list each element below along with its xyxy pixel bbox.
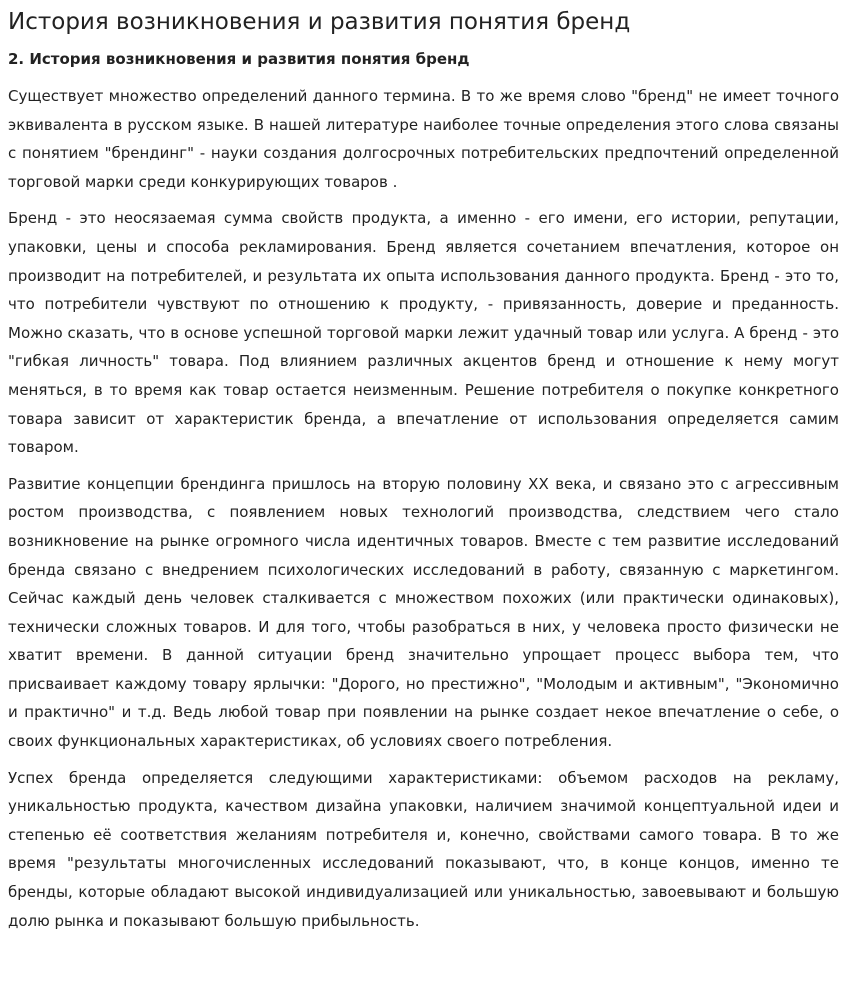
- paragraph-1: Существует множество определений данного термина. В то же время слово "бренд" не имеет точного эквивалента в русском языке. В нашей литературе наиболее точные определения этого слова связаны с понятием "брендинг" - науки создания долгосрочных потребительских предпочтений определенной торговой марки среди конкурирующих товаров .: [8, 87, 839, 191]
- paragraph-4: Успех бренда определяется следующими характеристиками: объемом расходов на рекламу, уникальностью продукта, качеством дизайна упаковки, наличием значимой концептуальной идеи и степенью её соответствия желаниям потребителя и, конечно, свойствами самого товара. В то же время "результаты многочисленных исследований показывают, что, в конце концов, именно те бренды, которые обладают высокой индивидуализацией или уникальностью, завоевывают и большую долю рынка и показывают большую прибыльность.: [8, 768, 839, 930]
- paragraph-3: Развитие концепции брендинга пришлось на вторую половину XX века, и связано это с агрессивным ростом производства, с появлением новых технологий производства, следствием чего стало возникновение на рынке огромного числа идентичных товаров. Вместе с тем развитие исследований бренда связано с внедрением психологических исследований в работу, связанную с маркетингом. Сейчас каждый день человек сталкивается с множеством похожих (или практически одинаковых), технически сложных товаров. И для того, чтобы разобраться в них, у человека просто физически не хватит времени. В данной ситуации бренд значительно упрощает процесс выбора тем, что присваивает каждому товару ярлычки: "Дорого, но престижно", "Молодым и активным", "Экономично и практично" и т.д. Ведь любой товар при появлении на рынке создает некое впечатление о себе, о своих функциональных характеристиках, об условиях своего потребления.: [8, 474, 839, 751]
- section-heading: 2. История возникновения и развития понятия бренд: [8, 50, 470, 68]
- page-title: История возникновения и развития понятия бренд: [8, 9, 631, 35]
- paragraph-2: Бренд - это неосязаемая сумма свойств продукта, а именно - его имени, его истории, репутации, упаковки, цены и способа рекламирования. Бренд является сочетанием впечатления, которое он производит на потребителей, и результата их опыта использования данного продукта. Бренд - это то, что потребители чувствуют по отношению к продукту, - привязанность, доверие и преданность. Можно сказать, что в основе успешной торговой марки лежит удачный товар или услуга. А бренд - это "гибкая личность" товара. Под влиянием различных акцентов бренд и отношение к нему могут меняться, в то время как товар остается неизменным. Решение потребителя о покупке конкретного товара зависит от характеристик бренда, а впечатление от использования определяется самим товаром.: [8, 209, 839, 457]
